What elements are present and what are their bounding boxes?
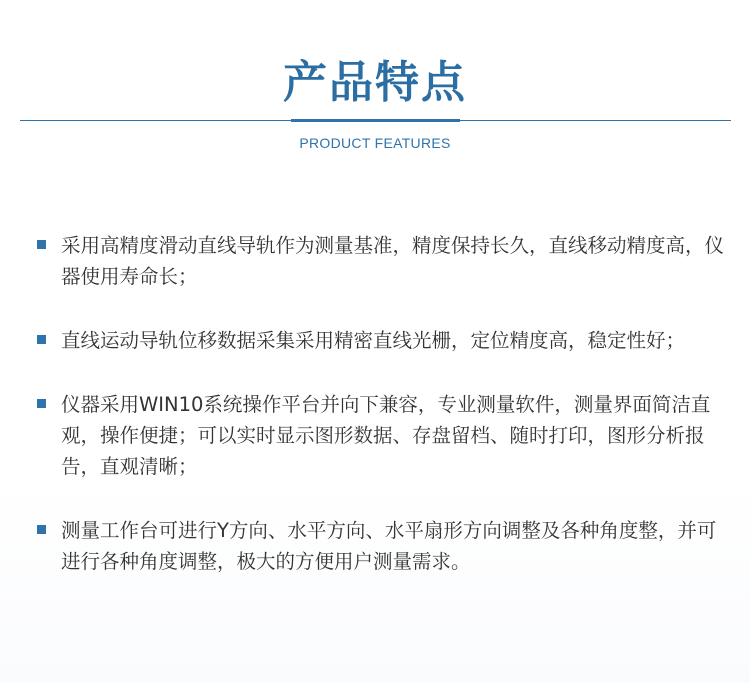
page-title: 产品特点 [283, 57, 467, 108]
title-accent-bar [291, 119, 460, 122]
feature-text: 直线运动导轨位移数据采集采用精密直线光栅，定位精度高，稳定性好； [61, 329, 686, 352]
square-bullet-icon [37, 525, 46, 534]
page-subtitle: PRODUCT FEATURES [299, 135, 451, 151]
square-bullet-icon [37, 335, 46, 344]
feature-text: 测量工作台可进行Y方向、水平方向、水平扇形方向调整及各种角度整，并可进行各种角度调整，极大的方便用户测量需求。 [61, 519, 717, 573]
square-bullet-icon [37, 399, 46, 408]
feature-text: 采用高精度滑动直线导轨作为测量基准，精度保持长久，直线移动精度高，仪器使用寿命长； [61, 234, 725, 288]
feature-item [36, 389, 726, 482]
feature-item [36, 515, 726, 577]
feature-item [36, 325, 726, 356]
square-bullet-icon [37, 240, 46, 249]
feature-list [36, 230, 726, 610]
feature-text: 仪器采用WIN10系统操作平台并向下兼容，专业测量软件，测量界面简洁直观，操作便捷；可以实时显示图形数据、存盘留档、随时打印，图形分析报告，直观清晰； [61, 393, 711, 478]
feature-item [36, 230, 726, 292]
